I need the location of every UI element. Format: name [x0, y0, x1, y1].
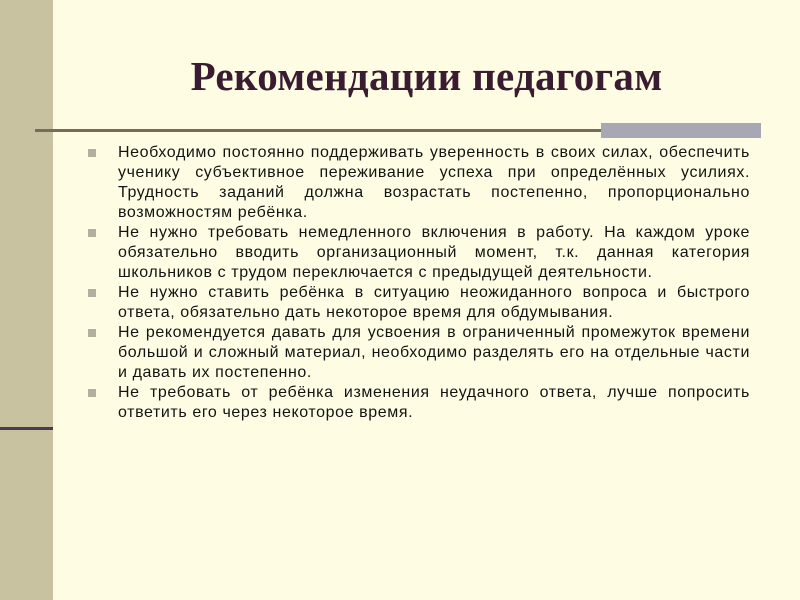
bullet-item — [88, 383, 750, 423]
bullet-item — [88, 323, 750, 383]
band-accent-line — [0, 427, 53, 430]
title-divider — [35, 129, 601, 132]
title-divider-block — [601, 123, 761, 138]
bullet-text: Не требовать от ребёнка изменения неудачного ответа, лучше попросить ответить его через некоторое время. — [118, 384, 750, 421]
bullet-text: Необходимо постоянно поддерживать уверенность в своих силах, обеспечить ученику субъективное переживание успеха при определённых усилиях. Трудность заданий должна возрастать постепенно, пропорционально возможностям ребёнка. — [118, 144, 750, 221]
slide-title: Рекомендации педагогам — [190, 53, 663, 99]
bullet-text: Не рекомендуется давать для усвоения в ограниченный промежуток времени большой и сложный материал, необходимо разделять его на отдельные части и давать их постепенно. — [118, 324, 750, 381]
square-bullet-icon — [88, 289, 96, 297]
bullet-text: Не нужно ставить ребёнка в ситуацию неожиданного вопроса и быстрого ответа, обязательно дать некоторое время для обдумывания. — [118, 284, 750, 321]
left-decorative-band — [0, 0, 53, 600]
square-bullet-icon — [88, 389, 96, 397]
bullet-text: Не нужно требовать немедленного включения в работу. На каждом уроке обязательно вводить организационный момент, т.к. данная категория школьников с трудом переключается с предыдущей деятельности. — [118, 224, 750, 281]
square-bullet-icon — [88, 329, 96, 337]
bullet-item — [88, 143, 750, 223]
square-bullet-icon — [88, 229, 96, 237]
bullet-item — [88, 283, 750, 323]
square-bullet-icon — [88, 149, 96, 157]
bullet-list — [88, 143, 750, 423]
bullet-item — [88, 223, 750, 283]
